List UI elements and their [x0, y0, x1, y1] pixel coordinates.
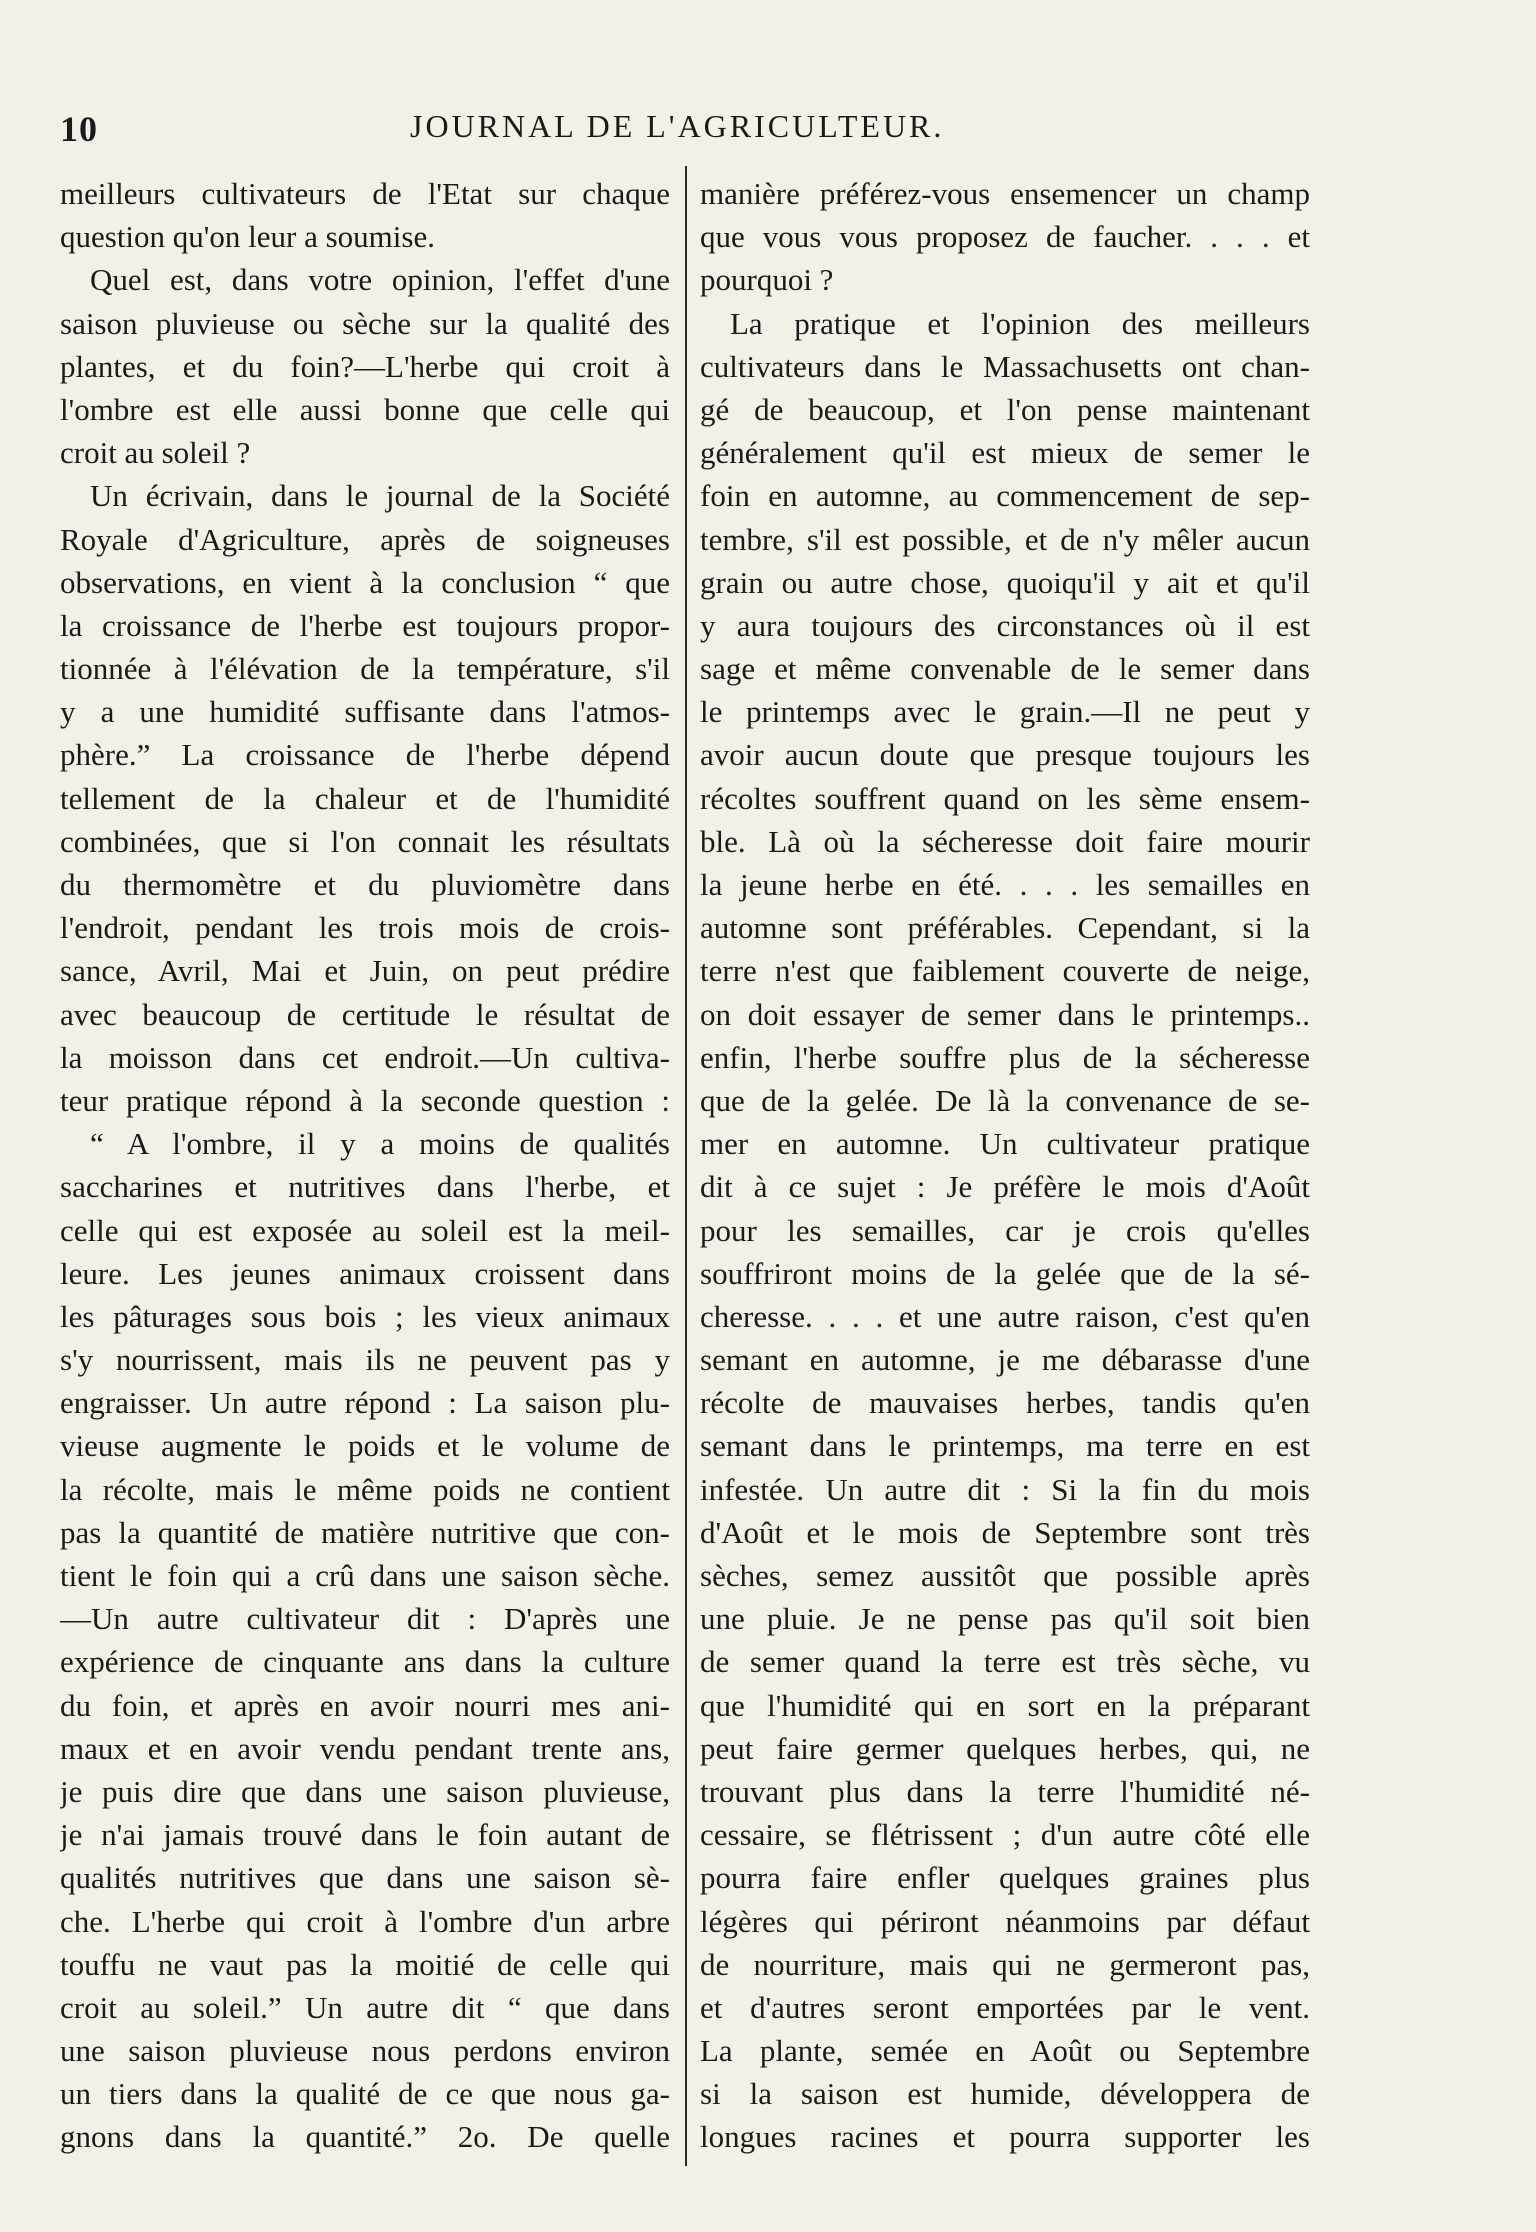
text-line: croit au soleil.” Un autre dit “ que dans: [60, 1989, 670, 2025]
text-line: teur pratique répond à la seconde question :: [60, 1082, 670, 1118]
text-line: une saison pluvieuse nous perdons environ: [60, 2033, 670, 2069]
text-line: que vous vous proposez de faucher. . . . et: [700, 219, 1310, 255]
text-line: longues racines et pourra supporter les: [700, 2119, 1310, 2155]
text-line: tellement de la chaleur et de l'humidité: [60, 780, 670, 816]
text-line: pourquoi ?: [700, 262, 834, 298]
text-line: gé de beaucoup, et l'on pense maintenant: [700, 391, 1310, 427]
text-line: souffriront moins de la gelée que de la sé-: [700, 1255, 1310, 1291]
text-line: de nourriture, mais qui ne germeront pas,: [700, 1946, 1310, 1982]
text-line: cessaire, se flétrissent ; d'un autre côté elle: [700, 1817, 1310, 1853]
text-line: La pratique et l'opinion des meilleurs: [730, 305, 1310, 341]
text-line: terre n'est que faiblement couverte de neige,: [700, 953, 1310, 989]
text-line: si la saison est humide, développera de: [700, 2076, 1310, 2112]
text-line: enfin, l'herbe souffre plus de la sécheresse: [700, 1039, 1310, 1075]
left-text-column: [60, 172, 670, 2159]
text-line: s'y nourrissent, mais ils ne peuvent pas y: [60, 1342, 670, 1378]
text-line: sèches, semez aussitôt que possible après: [700, 1558, 1310, 1593]
text-line: qualités nutritives que dans une saison sè-: [60, 1860, 670, 1896]
text-line: récolte de mauvaises herbes, tandis qu'en: [700, 1385, 1310, 1421]
text-line: du thermomètre et du pluviomètre dans: [60, 867, 670, 902]
text-line: combinées, que si l'on connait les résultats: [60, 823, 670, 859]
text-line: la jeune herbe en été. . . . les semailles en: [700, 867, 1310, 902]
text-line: phère.” La croissance de l'herbe dépend: [60, 737, 670, 773]
text-line: foin en automne, au commencement de sep-: [700, 478, 1310, 514]
text-line: avec beaucoup de certitude le résultat de: [60, 996, 670, 1032]
text-line: semant dans le printemps, ma terre en est: [700, 1428, 1310, 1464]
text-line: engraisser. Un autre répond : La saison plu-: [60, 1385, 670, 1421]
page-number: 10: [60, 109, 98, 149]
text-line: dit à ce sujet : Je préfère le mois d'Août: [700, 1169, 1310, 1205]
text-line: cheresse. . . . et une autre raison, c'est qu'en: [700, 1298, 1310, 1334]
text-line: ble. Là où la sécheresse doit faire mourir: [700, 823, 1310, 859]
text-line: que l'humidité qui en sort en la préparant: [700, 1687, 1310, 1723]
text-line: l'ombre est elle aussi bonne que celle qui: [60, 391, 670, 427]
text-line: tionnée à l'élévation de la température, s'il: [60, 651, 670, 687]
text-line: saccharines et nutritives dans l'herbe, et: [60, 1169, 670, 1205]
text-line: généralement qu'il est mieux de semer le: [700, 435, 1310, 471]
text-line: grain ou autre chose, quoiqu'il y ait et qu'il: [700, 564, 1310, 600]
text-line: vieuse augmente le poids et le volume de: [60, 1428, 670, 1464]
text-line: pour les semailles, car je crois qu'elles: [700, 1212, 1310, 1248]
text-line: plantes, et du foin?—L'herbe qui croit à: [60, 348, 670, 384]
text-line: le printemps avec le grain.—Il ne peut y: [700, 694, 1310, 730]
text-line: —Un autre cultivateur dit : D'après une: [60, 1601, 670, 1637]
right-text-column: [700, 172, 1310, 2159]
page-header: [60, 108, 1320, 152]
text-line: que de la gelée. De là la convenance de se-: [700, 1082, 1310, 1118]
text-line: Quel est, dans votre opinion, l'effet d'une: [90, 262, 670, 298]
text-line: légères qui périront néanmoins par défaut: [700, 1903, 1310, 1939]
text-line: avoir aucun doute que presque toujours les: [700, 737, 1310, 773]
text-line: che. L'herbe qui croit à l'ombre d'un arbre: [60, 1903, 670, 1939]
text-line: manière préférez-vous ensemencer un champ: [700, 176, 1310, 211]
text-line: la récolte, mais le même poids ne contient: [60, 1471, 670, 1507]
text-line: sage et même convenable de le semer dans: [700, 651, 1310, 687]
text-line: cultivateurs dans le Massachusetts ont chan-: [700, 348, 1310, 384]
text-line: y a une humidité suffisante dans l'atmos-: [60, 694, 670, 730]
text-line: pas la quantité de matière nutritive que con-: [60, 1514, 670, 1550]
text-line: observations, en vient à la conclusion “ que: [60, 564, 670, 600]
text-line: l'endroit, pendant les trois mois de crois-: [60, 910, 670, 946]
text-line: tient le foin qui a crû dans une saison sèche.: [60, 1558, 670, 1593]
text-line: de semer quand la terre est très sèche, vu: [700, 1644, 1310, 1680]
text-line: un tiers dans la qualité de ce que nous ga-: [60, 2076, 670, 2112]
text-line: maux et en avoir vendu pendant trente ans,: [60, 1730, 670, 1766]
text-line: peut faire germer quelques herbes, qui, ne: [700, 1730, 1310, 1766]
text-line: automne sont préférables. Cependant, si la: [700, 910, 1310, 946]
text-line: on doit essayer de semer dans le printemps..: [700, 996, 1310, 1032]
text-line: je n'ai jamais trouvé dans le foin autant de: [60, 1817, 670, 1853]
text-line: sance, Avril, Mai et Juin, on peut prédire: [60, 953, 670, 989]
text-line: Un écrivain, dans le journal de la Société: [90, 478, 670, 514]
text-line: croit au soleil ?: [60, 435, 251, 471]
text-line: meilleurs cultivateurs de l'Etat sur chaque: [60, 176, 670, 211]
text-line: du foin, et après en avoir nourri mes ani-: [60, 1687, 670, 1723]
text-line: infestée. Un autre dit : Si la fin du mois: [700, 1471, 1310, 1507]
text-line: je puis dire que dans une saison pluvieuse,: [60, 1773, 670, 1809]
text-line: semant en automne, je me débarasse d'une: [700, 1342, 1310, 1378]
text-line: une pluie. Je ne pense pas qu'il soit bien: [700, 1601, 1310, 1637]
running-title: JOURNAL DE L'AGRICULTEUR.: [410, 108, 945, 144]
text-line: Royale d'Agriculture, après de soigneuses: [60, 521, 670, 557]
text-line: trouvant plus dans la terre l'humidité né-: [700, 1773, 1310, 1809]
text-line: les pâturages sous bois ; les vieux animaux: [60, 1298, 670, 1334]
text-line: récoltes souffrent quand on les sème ensem-: [700, 780, 1310, 816]
text-line: la croissance de l'herbe est toujours propor-: [60, 607, 670, 643]
text-line: d'Août et le mois de Septembre sont très: [700, 1514, 1310, 1550]
text-line: expérience de cinquante ans dans la culture: [60, 1644, 670, 1680]
text-line: “ A l'ombre, il y a moins de qualités: [90, 1126, 670, 1162]
text-line: gnons dans la quantité.” 2o. De quelle: [60, 2119, 670, 2155]
text-line: touffu ne vaut pas la moitié de celle qui: [60, 1946, 670, 1982]
column-divider: [685, 166, 687, 2166]
text-line: question qu'on leur a soumise.: [60, 219, 435, 255]
text-line: mer en automne. Un cultivateur pratique: [700, 1126, 1310, 1162]
text-line: et d'autres seront emportées par le vent.: [700, 1989, 1310, 2025]
text-line: la moisson dans cet endroit.—Un cultiva-: [60, 1039, 670, 1075]
text-line: celle qui est exposée au soleil est la meil-: [60, 1212, 670, 1248]
text-line: La plante, semée en Août ou Septembre: [700, 2033, 1310, 2069]
text-line: tembre, s'il est possible, et de n'y mêler aucun: [700, 521, 1310, 557]
text-line: leure. Les jeunes animaux croissent dans: [60, 1255, 670, 1291]
text-line: saison pluvieuse ou sèche sur la qualité des: [60, 305, 670, 341]
text-line: y aura toujours des circonstances où il est: [700, 607, 1310, 643]
text-line: pourra faire enfler quelques graines plus: [700, 1860, 1310, 1896]
